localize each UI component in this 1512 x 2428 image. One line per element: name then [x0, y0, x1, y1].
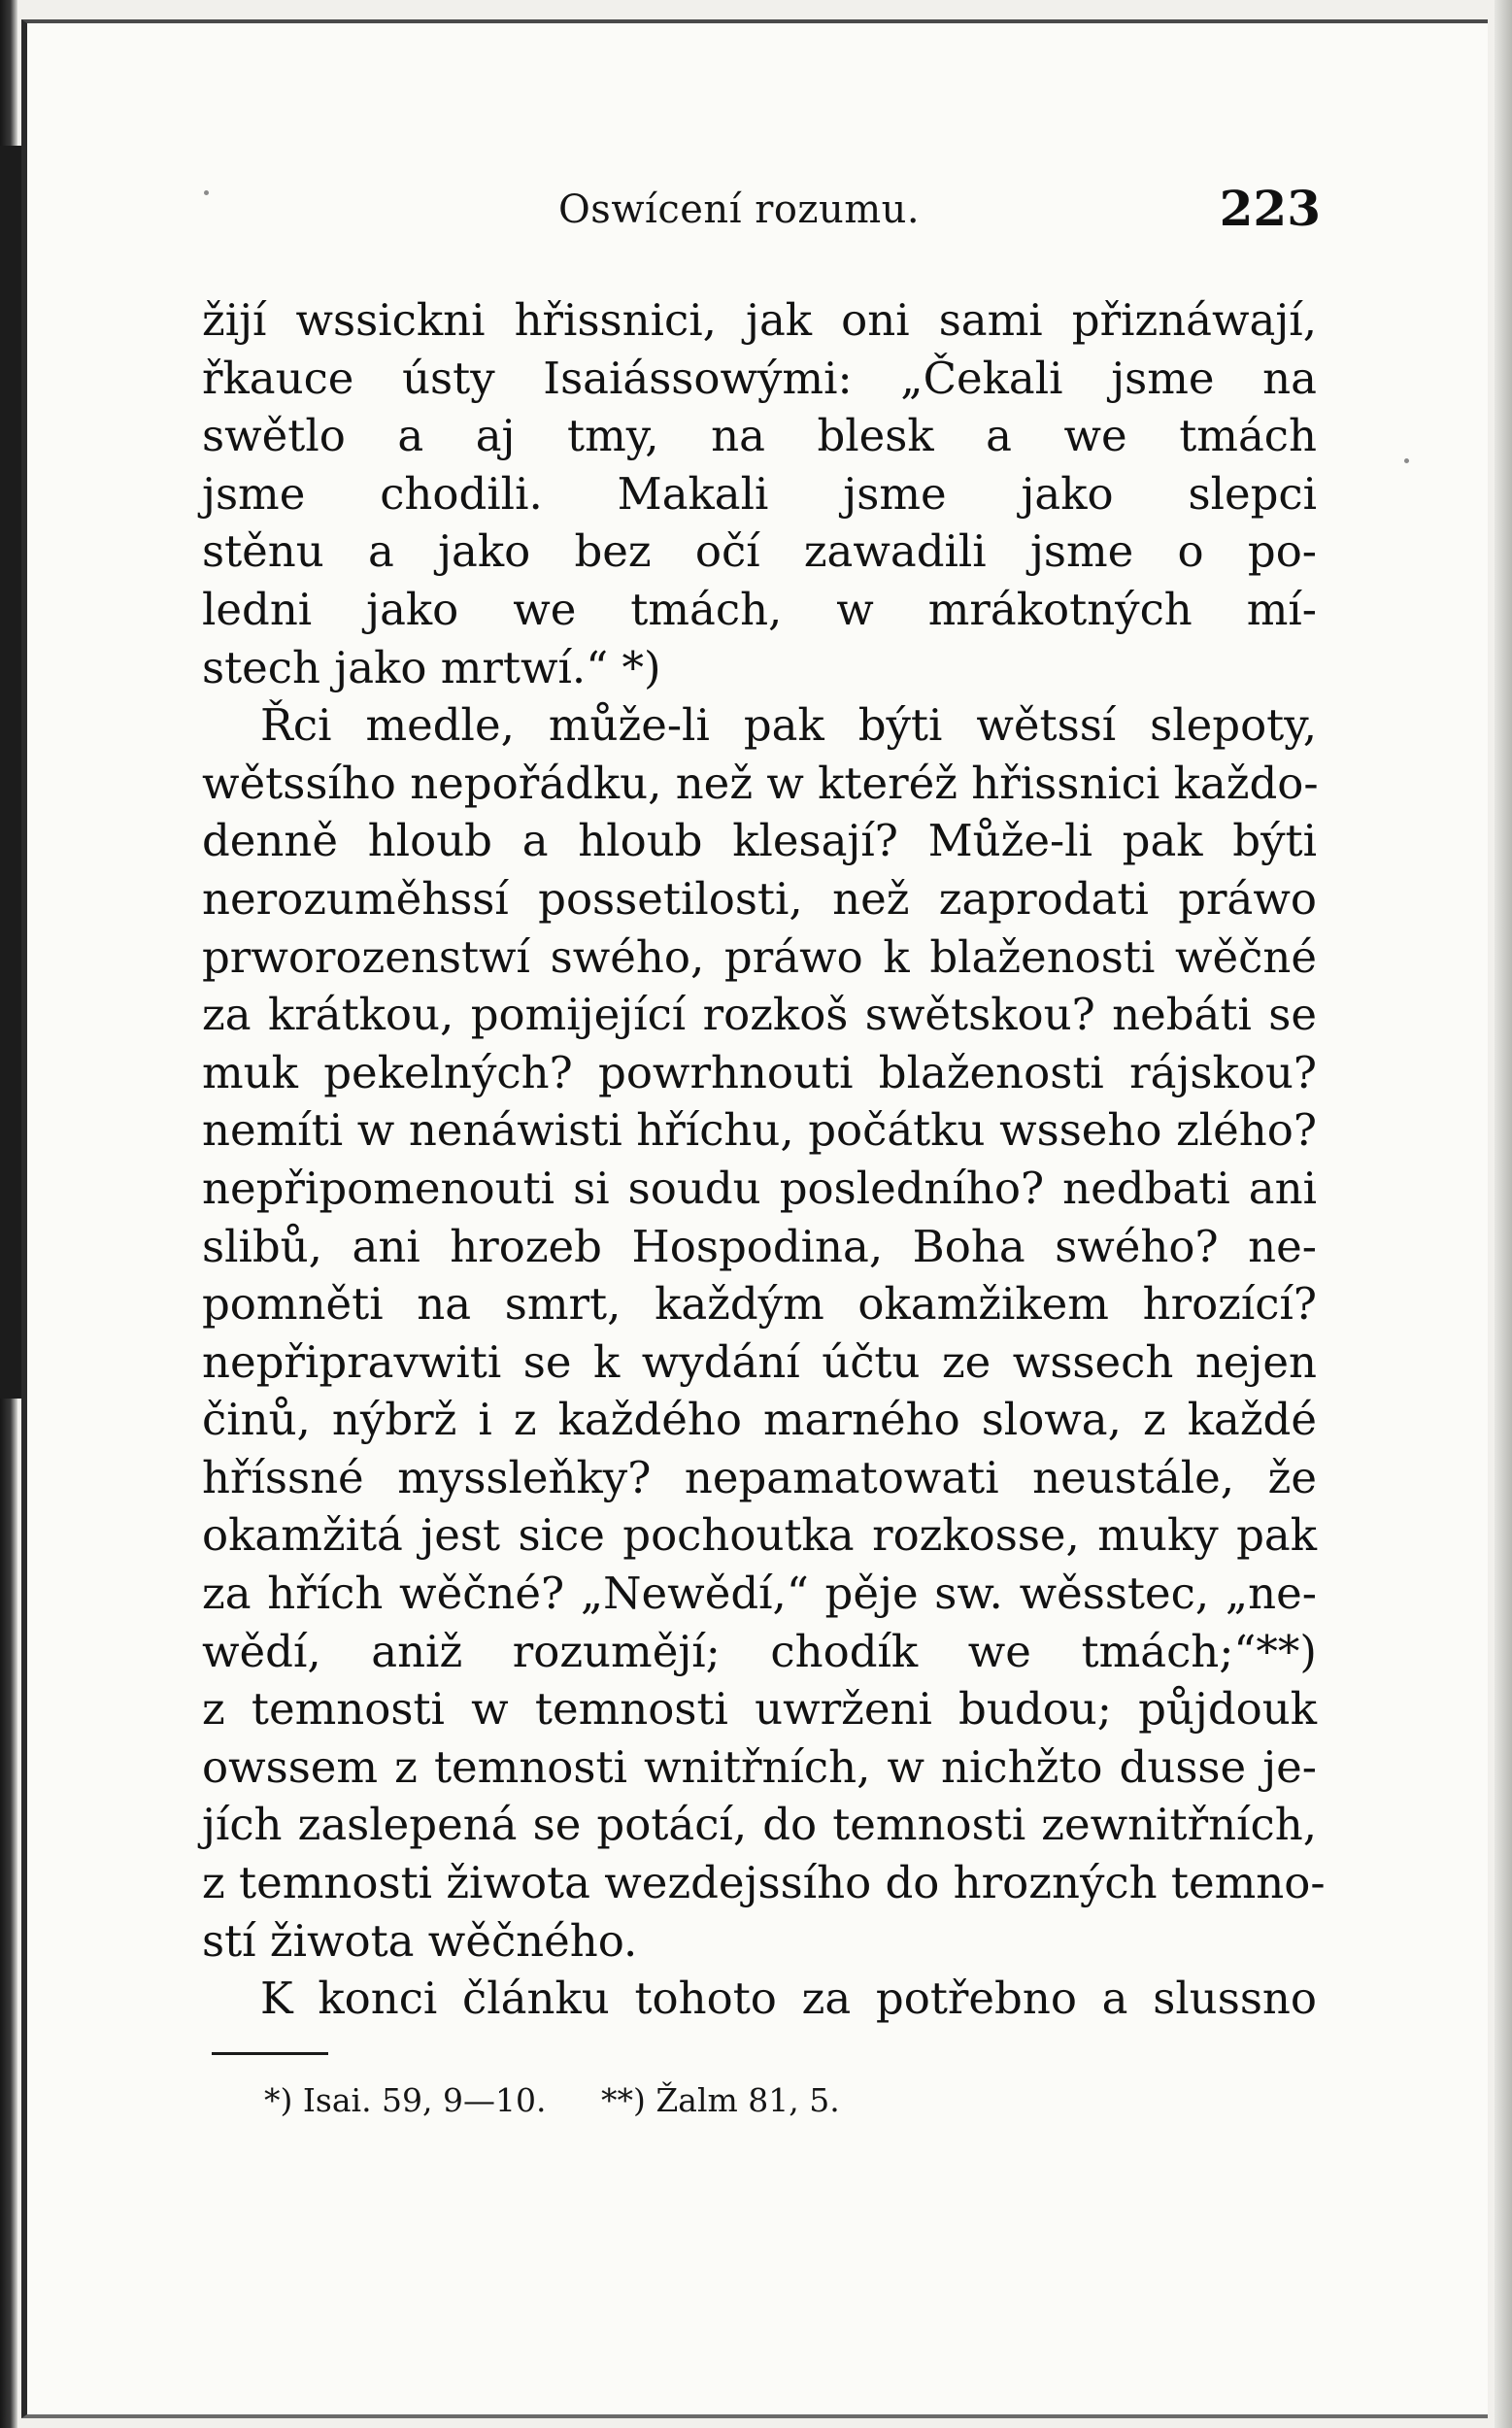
- running-head: Oswícení rozumu.: [558, 187, 921, 232]
- text-line: stěnu a jako bez očí zawadili jsme o po-: [202, 525, 1317, 578]
- text-line: z temnosti žiwota wezdejssího do hrozných temno-: [202, 1857, 1326, 1909]
- text-line: činů, nýbrž i z každého marného slowa, z každé: [202, 1394, 1317, 1446]
- text-line: nepřipravwiti se k wydání účtu ze wssech nejen: [202, 1335, 1317, 1388]
- text-line: wědí, aniž rozumějí; chodík we tmách;“**): [202, 1625, 1317, 1677]
- text-line: okamžitá jest sice pochoutka rozkosse, muky pak: [202, 1509, 1317, 1562]
- text-line: slibů, ani hrozeb Hospodina, Boha swého? ne-: [202, 1220, 1317, 1272]
- text-line: řkauce ústy Isaiássowými: „Čekali jsme na: [202, 352, 1317, 404]
- body-text: [202, 291, 1326, 2028]
- footnote-2: **) Žalm 81, 5.: [601, 2081, 840, 2119]
- page-header: [199, 180, 1321, 248]
- text-line: nepřipomenouti si soudu posledního? nedbati ani: [202, 1162, 1317, 1214]
- text-line: za hřích wěčné? „Newědí,“ pěje sw. wěsstec, „ne-: [202, 1568, 1317, 1620]
- text-line: pomněti na smrt, každým okamžikem hrozící?: [202, 1278, 1317, 1331]
- footnote-1: *) Isai. 59, 9—10.: [264, 2081, 547, 2119]
- text-line: stech jako mrtwí.“ *): [202, 641, 661, 693]
- text-line: denně hloub a hloub klesají? Může-li pak býti: [202, 815, 1317, 867]
- text-line: muk pekelných? powrhnouti blaženosti rájskou?: [202, 1046, 1317, 1098]
- text-line: z temnosti w temnosti uwrženi budou; půjdouk: [202, 1683, 1317, 1736]
- text-line: swětlo a aj tmy, na blesk a we tmách: [202, 410, 1317, 462]
- text-line: žijí wssickni hřissnici, jak oni sami přiznáwají,: [202, 294, 1317, 346]
- text-line: Řci medle, může-li pak býti wětssí slepoty,: [260, 699, 1317, 752]
- text-line: wětssího nepořádku, než w kteréž hřissnici každo-: [202, 757, 1319, 809]
- footnote-rule: [212, 2052, 328, 2055]
- text-line: jsme chodili. Makali jsme jako slepci: [202, 467, 1317, 520]
- scan-speck: [1404, 458, 1409, 463]
- text-line: hříssné myssleňky? nepamatowati neustále, že: [202, 1451, 1317, 1503]
- text-line: za krátkou, pomijející rozkoš swětskou? nebáti se: [202, 989, 1317, 1041]
- text-line: prworozenstwí swého, práwo k blaženosti wěčné: [202, 930, 1317, 983]
- page-edge: [1495, 0, 1512, 2428]
- text-line: nerozuměhssí possetilosti, než zaprodati práwo: [202, 872, 1317, 925]
- text-line: nemíti w nenáwisti hříchu, počátku wsseho zlého?: [202, 1104, 1317, 1157]
- text-line: owssem z temnosti wnitřních, w nichžto dusse je-: [202, 1740, 1317, 1793]
- footnotes: [264, 2081, 885, 2119]
- text-line: jích zaslepená se potácí, do temnosti zewnitřních,: [202, 1799, 1317, 1851]
- text-line: stí žiwota wěčného.: [202, 1914, 638, 1967]
- page-number: 223: [1219, 180, 1321, 237]
- text-line: ledni jako we tmách, w mrákotných mí-: [202, 583, 1317, 635]
- text-line: K konci článku tohoto za potřebno a slussno: [260, 1973, 1317, 2025]
